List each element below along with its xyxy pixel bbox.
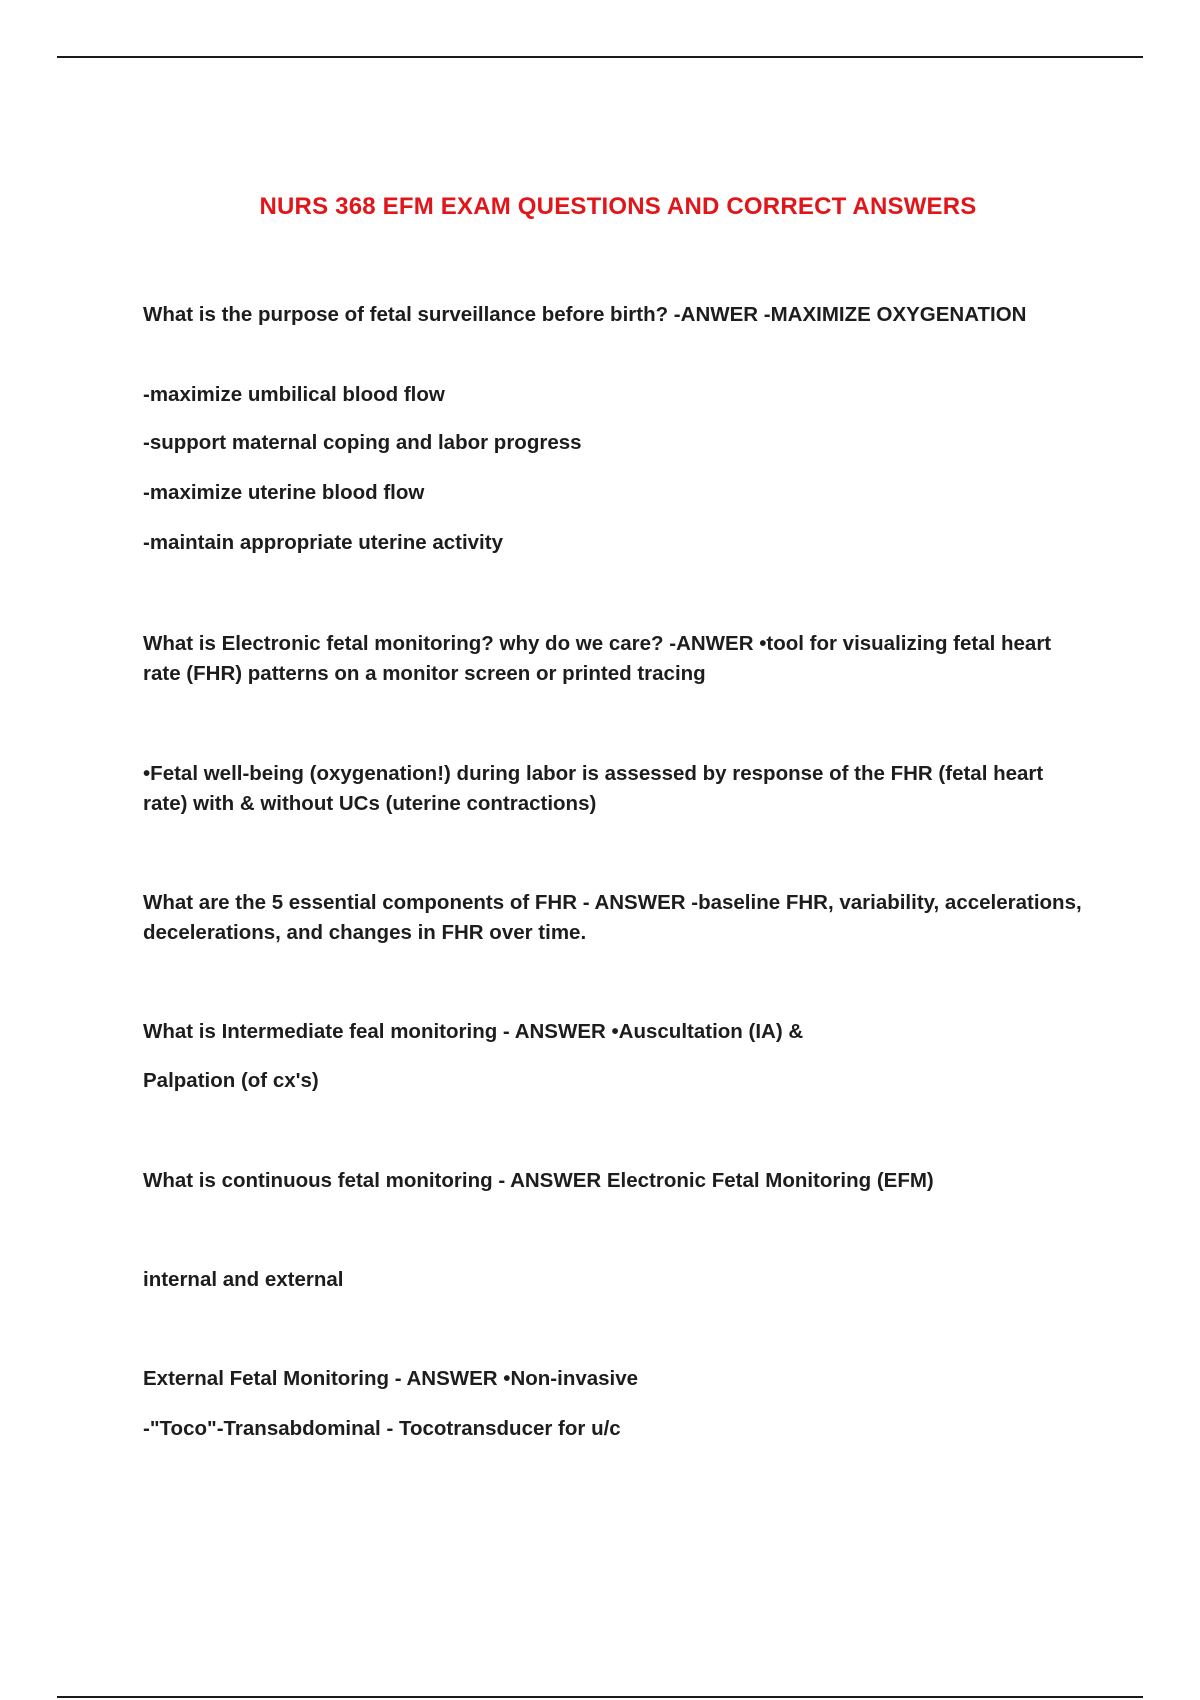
qa-answer-item: internal and external <box>143 1268 344 1291</box>
qa-answer-item: -maximize uterine blood flow <box>143 481 425 504</box>
qa-answer-fetal-wellbeing: •Fetal well-being (oxygenation!) during labor is assessed by response of the FHR (fetal heart rate) with & without UCs (uterine contractions) <box>143 762 1044 815</box>
qa-question-external-monitoring: External Fetal Monitoring - ANSWER •Non-invasive <box>143 1367 639 1390</box>
bottom-divider <box>57 1696 1143 1698</box>
qa-answer-item: -maintain appropriate uterine activity <box>143 531 503 554</box>
qa-answer-item: -"Toco"-Transabdominal - Tocotransducer for u/c <box>143 1417 621 1440</box>
qa-question-intermediate-monitoring: What is Intermediate feal monitoring - ANSWER •Auscultation (IA) & <box>143 1020 804 1043</box>
qa-question-fhr-components: What are the 5 essential components of FHR - ANSWER -baseline FHR, variability, accelerations, decelerations, and changes in FHR over time. <box>143 891 1082 944</box>
qa-answer-item: Palpation (of cx's) <box>143 1069 319 1092</box>
qa-question-continuous-monitoring: What is continuous fetal monitoring - ANSWER Electronic Fetal Monitoring (EFM) <box>143 1169 934 1192</box>
qa-question-fetal-surveillance: What is the purpose of fetal surveillance before birth? -ANWER -MAXIMIZE OXYGENATION <box>143 303 1027 326</box>
qa-answer-item: -maximize umbilical blood flow <box>143 383 445 406</box>
document-title: NURS 368 EFM EXAM QUESTIONS AND CORRECT ANSWERS <box>259 193 977 220</box>
top-divider <box>57 56 1143 58</box>
qa-question-efm: What is Electronic fetal monitoring? why do we care? -ANWER •tool for visualizing fetal heart rate (FHR) patterns on a monitor screen or printed tracing <box>143 632 1052 685</box>
qa-answer-item: -support maternal coping and labor progress <box>143 431 582 454</box>
